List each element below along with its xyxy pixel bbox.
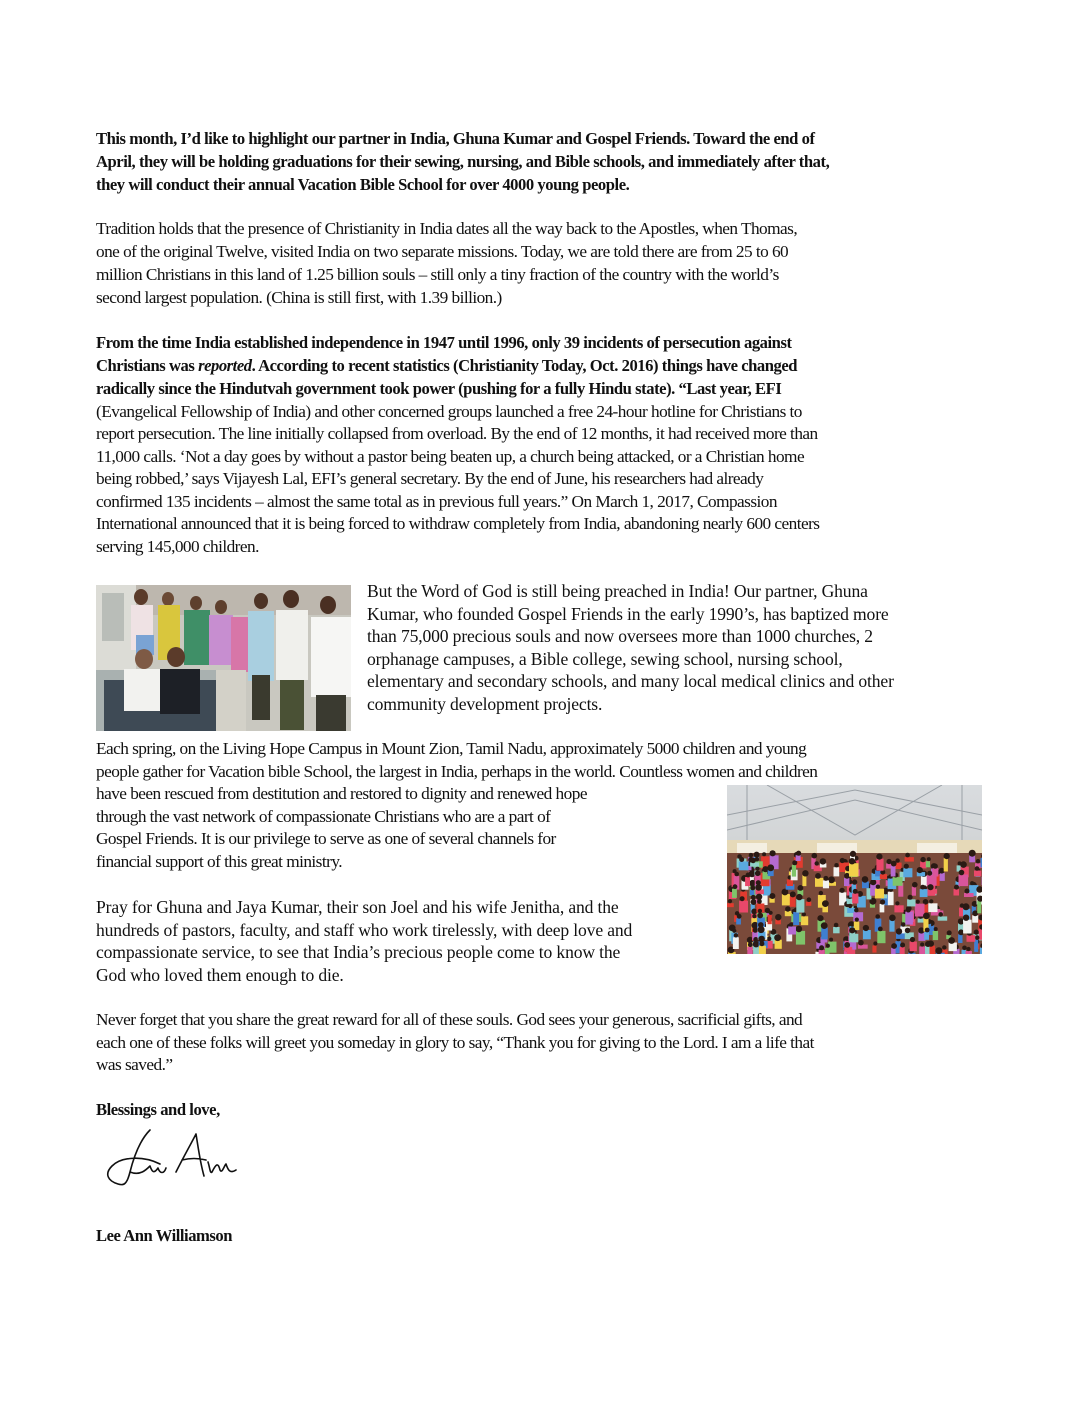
crowd-texture [732, 929, 736, 933]
paragraph-6-line-1: Pray for Ghuna and Jaya Kumar, their son Joel and his wife Jenitha, and the [96, 897, 619, 917]
crowd-texture [969, 850, 976, 857]
paragraph-3-line-1: From the time India established independence in 1947 until 1996, only 39 incidents of persecution against [96, 333, 792, 352]
crowd-texture [923, 913, 930, 920]
crowd-texture [893, 877, 903, 886]
crowd-texture [790, 896, 796, 906]
crowd-texture [739, 857, 744, 862]
crowd-texture [942, 945, 946, 949]
paragraph-2-line-3: million Christians in this land of 1.25 billion souls – still only a tiny fraction of the country with the world’s [96, 265, 779, 284]
crowd-texture [925, 941, 931, 947]
crowd-texture [975, 935, 980, 940]
crowd-texture [767, 936, 772, 941]
paragraph-3-line-10: serving 145,000 children. [96, 537, 259, 556]
crowd-texture [767, 864, 774, 871]
crowd-texture [852, 893, 858, 903]
crowd-texture [734, 872, 739, 877]
paragraph-3-line-8: confirmed 135 incidents – almost the same total as in previous full years.” On March 1, 2017, Compassion [96, 492, 777, 511]
crowd-texture [944, 853, 950, 859]
crowd-texture [849, 863, 859, 876]
paragraph-4-line-2: Kumar, who founded Gospel Friends in the early 1990’s, has baptized more [367, 604, 889, 624]
crowd-texture [751, 895, 756, 900]
crowd-texture [855, 918, 859, 922]
crowd-texture [974, 930, 979, 935]
crowd-texture [894, 905, 903, 912]
crowd-texture [750, 858, 756, 864]
crowd-texture [895, 901, 899, 905]
crowd-texture [796, 899, 804, 913]
crowd-texture [962, 946, 967, 951]
crowd-texture [790, 891, 796, 897]
crowd-texture [920, 885, 925, 890]
crowd-texture [954, 885, 959, 890]
crowd-texture [928, 903, 937, 912]
crowd-texture [769, 893, 775, 899]
crowd-texture [853, 889, 858, 894]
paragraph-3-line-2 [96, 355, 797, 377]
crowd-texture [910, 937, 915, 942]
crowd-texture [849, 932, 855, 942]
crowd-texture [750, 885, 755, 890]
crowd-texture [788, 927, 796, 935]
crowd-texture [768, 915, 772, 924]
crowd-texture [963, 903, 970, 910]
crowd-texture [949, 943, 957, 952]
crowd-texture [819, 891, 823, 895]
paragraph-3-line-6: 11,000 calls. ‘Not a day goes by without a pastor being beaten up, a church being attacked, or a Christian home [96, 447, 805, 466]
crowd-texture [756, 894, 762, 900]
crowd-texture [753, 941, 759, 947]
crowd-texture [796, 931, 805, 945]
crowd-texture [757, 913, 763, 919]
crowd-texture [935, 947, 942, 954]
crowd-texture [891, 861, 897, 867]
crowd-texture [834, 867, 840, 876]
crowd-texture [876, 859, 883, 871]
crowd-texture [959, 870, 965, 876]
paragraph-7-line-3: was saved.” [96, 1055, 173, 1074]
crowd-texture [933, 931, 938, 940]
crowd-texture [966, 947, 970, 951]
paragraph-3-line-7: being robbed,’ says Vijayesh Lal, EFI’s general secretary. By the end of June, his researchers had already [96, 469, 764, 488]
crowd-texture [920, 857, 925, 862]
crowd-texture [802, 875, 806, 886]
crowd-texture [927, 871, 932, 876]
vbs-crowd-photo-image [727, 785, 982, 954]
crowd-texture [907, 899, 915, 906]
crowd-texture [802, 870, 808, 876]
crowd-texture [858, 940, 864, 946]
crowd-texture [739, 901, 748, 913]
crowd-texture [933, 864, 938, 869]
crowd-texture [873, 941, 877, 945]
closing: Blessings and love, [96, 1100, 220, 1119]
crowd-texture [927, 875, 937, 885]
crowd-texture [870, 879, 876, 885]
crowd-texture [891, 866, 896, 877]
crowd-texture [740, 896, 745, 901]
crowd-texture [917, 867, 923, 873]
paragraph-7-line-2: each one of these folks will greet you someday in glory to say, “Thank you for giving to the Lord. I am a life that [96, 1033, 814, 1052]
crowd-texture [900, 947, 905, 954]
paragraph-5-line-1: Each spring, on the Living Hope Campus in Mount Zion, Tamil Nadu, approximately 5000 children and young [96, 739, 807, 758]
crowd-texture [938, 912, 943, 917]
crowd-texture [802, 912, 806, 916]
crowd-texture [938, 916, 948, 920]
crowd-texture [782, 894, 790, 905]
crowd-texture [947, 930, 952, 935]
crowd-texture [733, 937, 739, 949]
crowd-texture [754, 852, 760, 858]
crowd-texture [925, 928, 930, 933]
crowd-texture [939, 873, 945, 881]
crowd-texture [905, 853, 910, 858]
paragraph-5-line-4: through the vast network of compassionate Christians who are a part of [96, 807, 551, 826]
crowd-texture [934, 927, 938, 931]
paragraph-3-line-9: International announced that it is being forced to withdraw completely from India, abandoning nearly 600 centers [96, 514, 820, 533]
paragraph-1-line-1: This month, I’d like to highlight our partner in India, Ghuna Kumar and Gospel Friends. Toward the end of [96, 129, 815, 148]
crowd-texture [905, 857, 914, 862]
crowd-texture [748, 942, 753, 947]
crowd-texture [739, 862, 749, 871]
crowd-texture [900, 943, 905, 948]
line-text: . According to recent statistics (Christianity Today, Oct. 2016) things have changed [251, 356, 798, 375]
crowd-texture [880, 904, 885, 912]
crowd-texture [847, 899, 853, 905]
paragraph-5-line-3: have been rescued from destitution and restored to dignity and renewed hope [96, 784, 587, 803]
crowd-texture [928, 889, 938, 894]
crowd-texture [750, 890, 755, 895]
crowd-texture [920, 889, 928, 897]
crowd-texture [757, 899, 762, 904]
crowd-texture [905, 928, 911, 934]
crowd-texture [826, 944, 830, 948]
paragraph-3-line-4: (Evangelical Fellowship of India) and other concerned groups launched a free 24-hour hotline for Christians to [96, 402, 802, 421]
crowd-texture [863, 930, 871, 939]
crowd-texture [844, 878, 849, 886]
crowd-texture [807, 897, 812, 902]
paragraph-6-line-2: hundreds of pastors, faculty, and staff who work tirelessly, with deep love and [96, 920, 633, 940]
crowd-texture [775, 914, 781, 920]
paragraph-1-line-3: they will conduct their annual Vacation Bible School for over 4000 young people. [96, 175, 630, 194]
crowd-texture [806, 902, 811, 906]
crowd-texture [728, 899, 732, 903]
crowd-texture [954, 889, 960, 895]
crowd-texture [763, 871, 768, 879]
crowd-texture [901, 922, 906, 927]
crowd-texture [896, 928, 902, 934]
crowd-texture [750, 862, 759, 866]
crowd-texture [848, 904, 852, 908]
crowd-texture [878, 927, 883, 932]
crowd-texture [889, 915, 896, 922]
crowd-texture [863, 925, 869, 931]
crowd-texture [959, 875, 969, 887]
crowd-texture [958, 934, 962, 943]
crowd-texture [927, 884, 933, 890]
crowd-texture [825, 948, 830, 954]
crowd-texture [960, 861, 967, 868]
crowd-texture [920, 942, 924, 946]
paragraph-6-line-4: God who loved them enough to die. [96, 965, 344, 985]
crowd-texture [903, 868, 912, 877]
crowd-texture [852, 879, 857, 884]
paragraph-5-line-2: people gather for Vacation bible School, the largest in India, perhaps in the world. Countless women and children [96, 762, 818, 781]
crowd-texture [912, 887, 916, 896]
paragraph-4-line-3: than 75,000 precious souls and now oversees more than 1000 churches, 2 [367, 626, 873, 646]
crowd-texture [854, 908, 858, 912]
crowd-texture [929, 899, 933, 903]
crowd-texture [919, 947, 926, 955]
line-text: Christians was [96, 356, 199, 375]
crowd-texture [891, 948, 896, 954]
crowd-texture [823, 876, 828, 881]
crowd-texture [963, 915, 969, 921]
crowd-texture [734, 933, 738, 937]
crowd-texture [775, 940, 782, 949]
crowd-texture [755, 871, 761, 877]
crowd-texture [801, 916, 808, 925]
crowd-texture [908, 895, 913, 900]
crowd-texture [753, 928, 758, 933]
crowd-texture [966, 951, 972, 954]
baptism-photo [96, 585, 351, 731]
crowd-texture [963, 920, 972, 934]
crowd-texture [796, 855, 801, 861]
crowd-texture [877, 931, 885, 943]
crowd-texture [829, 938, 833, 942]
crowd-texture [733, 884, 738, 889]
crowd-texture [828, 876, 835, 883]
paragraph-3-line-3: radically since the Hindutvah government took power (pushing for a fully Hindu state). “Last year, EFI [96, 379, 782, 398]
paragraph-1-line-2: April, they will be holding graduations for their sewing, nursing, and Bible schools, and immediately after that, [96, 152, 830, 171]
crowd-texture [912, 882, 918, 888]
crowd-texture [967, 935, 976, 942]
crowd-texture [876, 885, 880, 889]
crowd-texture [840, 888, 845, 893]
crowd-texture [915, 904, 925, 917]
paragraph-5-line-6: financial support of this great ministry. [96, 852, 343, 871]
crowd-texture [819, 945, 824, 950]
crowd-texture [759, 941, 764, 946]
crowd-texture [737, 914, 742, 919]
crowd-texture [821, 922, 828, 929]
crowd-texture [925, 946, 930, 954]
crowd-texture [880, 874, 887, 879]
crowd-texture [850, 851, 856, 857]
crowd-texture [815, 873, 821, 879]
crowd-texture [888, 892, 894, 906]
crowd-texture [758, 926, 765, 933]
crowd-texture [792, 865, 796, 877]
crowd-texture [974, 871, 981, 877]
crowd-texture [926, 861, 930, 867]
crowd-texture [823, 880, 829, 888]
crowd-texture [875, 914, 880, 919]
paragraph-2-line-1: Tradition holds that the presence of Christianity in India dates all the way back to the Apostles, when Thomas, [96, 219, 798, 238]
crowd-texture [769, 911, 773, 915]
crowd-texture [840, 858, 845, 863]
crowd-texture [751, 909, 757, 915]
crowd-texture [727, 903, 734, 907]
crowd-texture [972, 915, 978, 922]
crowd-texture [755, 884, 762, 891]
crowd-texture [862, 876, 869, 883]
crowd-texture [752, 914, 756, 918]
crowd-texture [976, 859, 980, 863]
crowd-texture [812, 853, 818, 859]
paragraph-7-line-1: Never forget that you share the great reward for all of these souls. God sees your generous, sacrificial gifts, and [96, 1010, 803, 1029]
crowd-texture [975, 866, 980, 871]
crowd-texture [844, 942, 850, 948]
crowd-texture [789, 922, 793, 926]
crowd-texture [796, 926, 803, 933]
crowd-texture [905, 912, 913, 925]
crowd-texture [732, 889, 737, 898]
crowd-texture [821, 928, 828, 940]
crowd-texture [948, 937, 955, 944]
crowd-texture [849, 927, 855, 933]
crowd-texture [910, 942, 917, 952]
crowd-texture [916, 900, 920, 904]
crowd-texture [849, 858, 855, 864]
crowd-texture [736, 918, 741, 924]
crowd-texture [906, 907, 911, 912]
crowd-texture [970, 881, 974, 885]
paragraph-4-line-1: But the Word of God is still being preached in India! Our partner, Ghuna [367, 581, 868, 601]
crowd-texture [815, 861, 819, 865]
crowd-texture [965, 889, 970, 894]
crowd-texture [944, 858, 948, 871]
paragraph-5-line-5: Gospel Friends. It is our privilege to serve as one of several channels for [96, 829, 556, 848]
crowd-texture [758, 909, 762, 913]
crowd-texture [876, 854, 882, 860]
crowd-texture [759, 946, 766, 954]
emphasis-reported: reported [198, 356, 252, 375]
crowd-texture [774, 934, 781, 941]
crowd-texture [820, 858, 826, 864]
crowd-texture [889, 920, 894, 932]
vbs-crowd-photo [727, 785, 982, 954]
paragraph-2-line-4: second largest population. (China is still first, with 1.39 billion.) [96, 288, 502, 307]
paragraph-4-line-5: elementary and secondary schools, and many local medical clinics and other [367, 671, 894, 691]
crowd-texture [747, 947, 752, 954]
paragraph-4-line-6: community development projects. [367, 694, 603, 714]
crowd-texture [891, 943, 897, 949]
crowd-texture [962, 950, 967, 954]
paragraph-4-line-4: orphanage campuses, a Bible college, sewing school, nursing school, [367, 649, 843, 669]
crowd-texture [834, 863, 838, 867]
crowd-texture [792, 860, 797, 865]
crowd-texture [833, 927, 840, 933]
paragraph-6-line-3: compassionate service, to see that India’s precious people come to know the [96, 942, 621, 962]
crowd-texture [927, 857, 931, 861]
crowd-texture [796, 851, 801, 856]
crowd-texture [834, 923, 839, 928]
crowd-texture [924, 932, 929, 940]
crowd-texture [751, 899, 757, 905]
crowd-texture [880, 899, 885, 904]
crowd-texture [745, 877, 750, 886]
crowd-texture [858, 945, 868, 949]
crowd-texture [964, 893, 974, 897]
crowd-texture [793, 912, 799, 925]
crowd-texture [875, 889, 884, 899]
crowd-texture [819, 950, 825, 954]
crowd-texture [872, 946, 876, 953]
crowd-texture [749, 853, 753, 857]
signer-name: Lee Ann Williamson [96, 1226, 233, 1245]
paragraph-3-line-5: report persecution. The line initially collapsed from overload. By the end of 12 months, it had received more than [96, 424, 818, 443]
crowd-texture [746, 873, 751, 878]
signature [100, 1126, 260, 1196]
crowd-texture [815, 878, 823, 887]
crowd-texture [770, 850, 776, 856]
crowd-texture [817, 915, 823, 921]
crowd-texture [904, 864, 909, 869]
crowd-texture [822, 900, 829, 907]
crowd-texture [762, 852, 766, 856]
crowd-texture [980, 948, 982, 954]
crowd-texture [785, 906, 790, 911]
crowd-texture [787, 879, 793, 886]
crowd-texture [755, 867, 759, 871]
paragraph-2-line-2: one of the original Twelve, visited India on two separate missions. Today, we are told there are from 25 to 60 [96, 242, 789, 261]
crowd-texture [796, 894, 802, 900]
crowd-texture [981, 858, 983, 867]
crowd-texture [977, 901, 981, 914]
baptism-photo-image [96, 585, 351, 731]
